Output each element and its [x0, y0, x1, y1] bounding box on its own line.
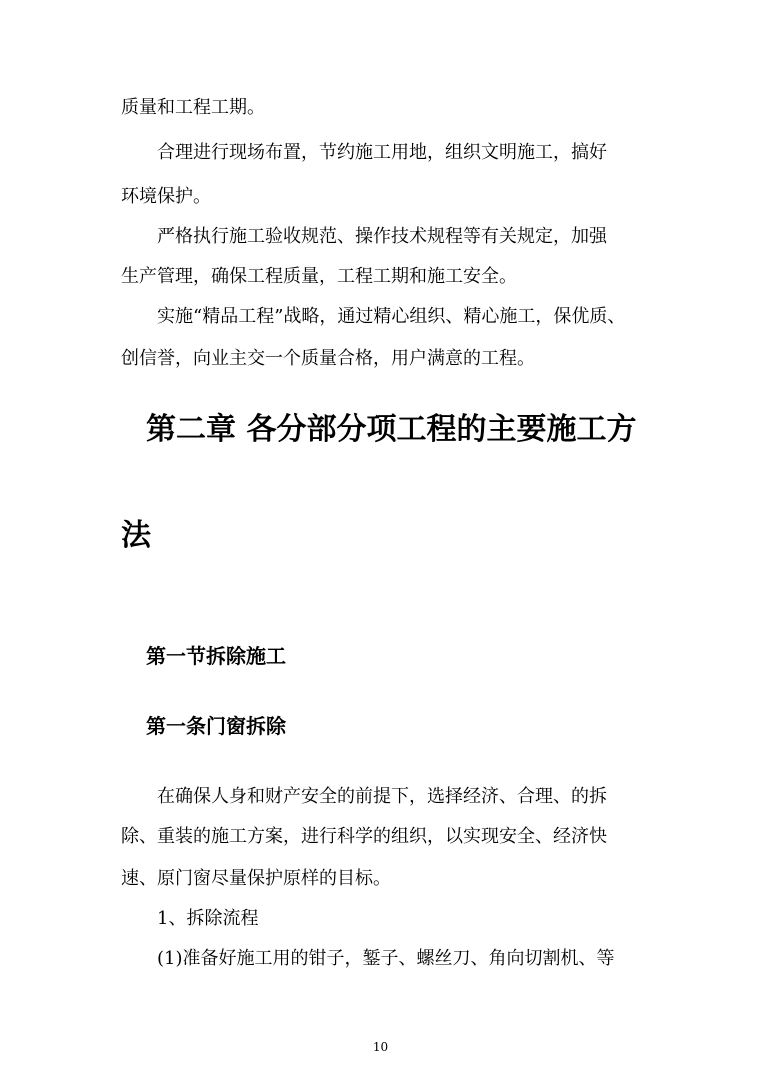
page-number: 10	[372, 1040, 389, 1054]
list-item: (1)准备好施工用的钳子，錾子、螺丝刀、角向切割机、等	[157, 948, 615, 969]
paragraph-line: 除、重装的施工方案，进行科学的组织，以实现安全、经济快	[121, 826, 607, 847]
chapter-heading: 第二章 各分部分项工程的主要施工方	[146, 412, 637, 447]
paragraph-line: 在确保人身和财产安全的前提下，选择经济、合理、的拆	[157, 786, 607, 807]
paragraph-line: 创信誉，向业主交一个质量合格，用户满意的工程。	[121, 348, 535, 369]
paragraph-line: 实施“精品工程”战略，通过精心组织、精心施工，保优质、	[157, 306, 626, 327]
paragraph-line: 速、原门窗尽量保护原样的目标。	[121, 868, 391, 889]
paragraph-line: 质量和工程工期。	[121, 97, 265, 118]
section-heading: 第一节拆除施工	[146, 644, 286, 668]
paragraph-line: 环境保护。	[121, 186, 211, 207]
paragraph-line: 合理进行现场布置，节约施工用地，组织文明施工，搞好	[157, 142, 607, 163]
chapter-heading-continuation: 法	[121, 518, 151, 553]
paragraph-line: 生产管理，确保工程质量，工程工期和施工安全。	[121, 266, 517, 287]
list-heading: 1、拆除流程	[157, 908, 259, 929]
paragraph-line: 严格执行施工验收规范、操作技术规程等有关规定，加强	[157, 226, 607, 247]
article-heading: 第一条门窗拆除	[146, 714, 286, 738]
